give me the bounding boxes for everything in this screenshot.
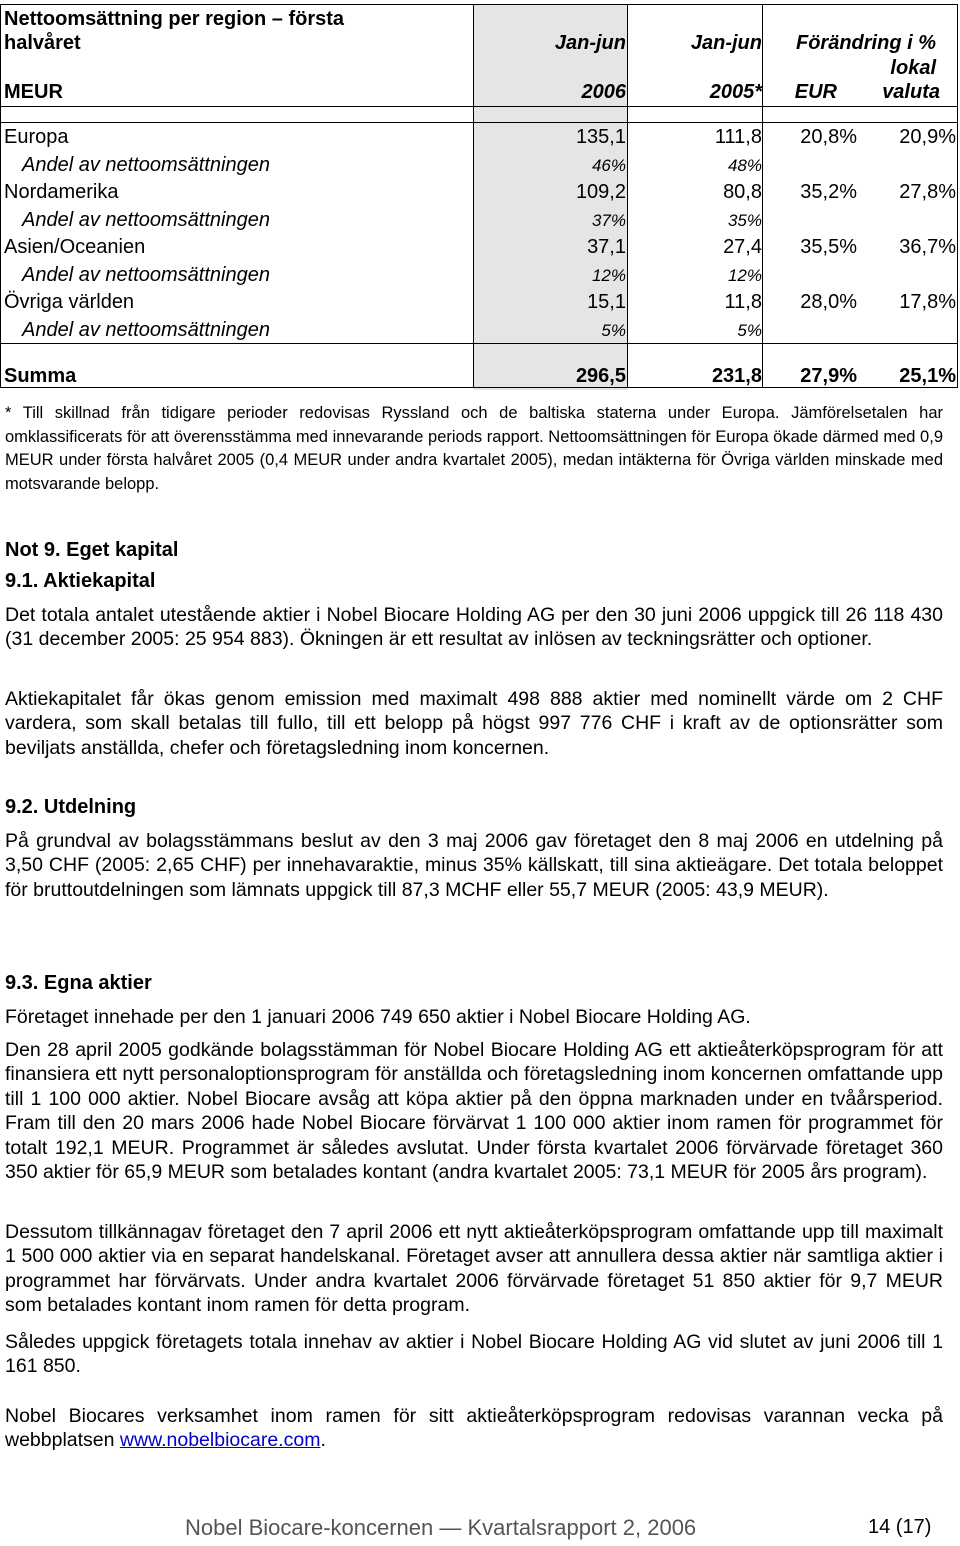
row-label: Andel av nettoomsättningen xyxy=(22,209,270,231)
table-rule xyxy=(0,122,958,123)
value-2006: 12% xyxy=(591,266,626,285)
value-2006: 46% xyxy=(591,156,626,175)
value-2005: 12% xyxy=(727,266,762,285)
change-eur: 20,8% xyxy=(800,126,857,148)
row-label: Nordamerika xyxy=(4,181,119,203)
paragraph xyxy=(5,1404,943,1453)
total-2006: 296,5 xyxy=(575,365,626,387)
col-2005-bottom: 2005* xyxy=(709,81,762,103)
paragraph: Den 28 april 2005 godkände bolagsstämman för Nobel Biocare Holding AG ett aktieåterköpsprogram för att finansiera ett nytt personaloptionsprogram för anställda och företagsledning inom koncernen omfattande upp till 1 100 000 aktier. Nobel Biocare avsåg att köpa aktier på den öppna marknaden under en tvåårsperiod. Fram till den 20 mars 2006 hade Nobel Biocare förvärvat 1 100 000 aktier inom ramen för programmet för totalt 192,1 MEUR. Programmet är således avslutat. Under första kvartalet 2006 förvärvade företaget 360 350 aktier för 65,9 MEUR som betalades kontant (andra kvartalet 2005: 73,1 MEUR för 2005 års program). xyxy=(5,1039,943,1184)
value-2006: 37,1 xyxy=(587,236,626,258)
change-eur: 35,2% xyxy=(800,181,857,203)
value-2006: 109,2 xyxy=(575,181,626,203)
local-header-top: lokal xyxy=(890,57,936,79)
total-change-local: 25,1% xyxy=(899,365,956,387)
table-title-line2: halvåret xyxy=(4,32,81,54)
website-link[interactable]: www.nobelbiocare.com xyxy=(119,1429,321,1452)
value-2005: 11,8 xyxy=(724,291,762,313)
change-header: Förändring i % xyxy=(796,32,936,54)
value-2005: 80,8 xyxy=(723,181,762,203)
paragraph: Dessutom tillkännagav företaget den 7 april 2006 ett nytt aktieåterköpsprogram omfattande upp till maximalt 1 500 000 aktier via en separat handelskanal. Företaget avser att annullera dessa aktier när samtliga aktier i programmet har förvärvats. Under andra kvartalet 2006 förvärvade företaget 51 850 aktier för 9,7 MEUR som betalades kontant inom ramen för detta program. xyxy=(5,1221,943,1317)
paragraph: Det totala antalet utestående aktier i Nobel Biocare Holding AG per den 30 juni 2006 uppgick till 26 118 430 (31 december 2005: 25 954 883). Ökningen är ett resultat av inlösen av teckningsrätter och optioner. xyxy=(5,604,943,651)
col-2005-top: Jan-jun xyxy=(690,32,762,54)
row-label: Asien/Oceanien xyxy=(4,236,146,258)
change-local: 36,7% xyxy=(899,236,956,258)
change-eur: 28,0% xyxy=(800,291,857,313)
paragraph: Aktiekapitalet får ökas genom emission med maximalt 498 888 aktier med nominellt värde om 2 CHF vardera, som skall betalas till fullo, till ett belopp på högst 997 776 CHF i kraft av de optionsrätter som beviljats anställda, chefer och företagsledning inom koncernen. xyxy=(5,688,943,759)
value-2005: 27,4 xyxy=(723,236,762,258)
table-border-top xyxy=(0,4,958,5)
value-2006: 135,1 xyxy=(575,126,626,148)
value-2006: 37% xyxy=(591,211,626,230)
total-2005: 231,8 xyxy=(711,365,762,387)
row-label: Europa xyxy=(4,126,69,148)
table-title-line1: Nettoomsättning per region – första xyxy=(4,8,345,30)
table-rule xyxy=(0,106,958,107)
table-rule xyxy=(762,4,763,388)
change-local: 20,9% xyxy=(899,126,956,148)
value-2005: 35% xyxy=(727,211,762,230)
table-border-left xyxy=(0,4,1,388)
table-unit: MEUR xyxy=(4,81,63,103)
table-rule xyxy=(473,4,474,388)
section-heading-9-1: 9.1. Aktiekapital xyxy=(5,570,156,592)
eur-header: EUR xyxy=(794,81,837,103)
paragraph-end: . xyxy=(320,1429,326,1452)
value-2005: 111,8 xyxy=(714,126,762,148)
page-number: 14 (17) xyxy=(868,1516,932,1538)
paragraph: Företaget innehade per den 1 januari 2006 749 650 aktier i Nobel Biocare Holding AG. xyxy=(5,1006,751,1028)
row-label: Andel av nettoomsättningen xyxy=(22,154,270,176)
section-heading-9-2: 9.2. Utdelning xyxy=(5,796,137,818)
table-rule xyxy=(0,343,958,344)
local-header-bottom: valuta xyxy=(882,81,940,103)
col-2006-bottom: 2006 xyxy=(581,81,626,103)
value-2005: 5% xyxy=(737,321,762,340)
row-label: Andel av nettoomsättningen xyxy=(22,264,270,286)
paragraph-text: Nobel Biocares verksamhet inom ramen för sitt aktieåterköpsprogram redovisas varannan vecka på webbplatsen xyxy=(5,1405,943,1452)
table-rule xyxy=(627,4,628,388)
row-label: Andel av nettoomsättningen xyxy=(22,319,270,341)
total-change-eur: 27,9% xyxy=(800,365,857,387)
change-eur: 35,5% xyxy=(800,236,857,258)
paragraph: Således uppgick företagets totala innehav av aktier i Nobel Biocare Holding AG vid slutet av juni 2006 till 1 161 850. xyxy=(5,1331,943,1378)
total-label: Summa xyxy=(4,365,77,387)
footer-title: Nobel Biocare-koncernen — Kvartalsrapport 2, 2006 xyxy=(185,1515,697,1540)
change-local: 27,8% xyxy=(899,181,956,203)
table-border-right xyxy=(957,4,958,388)
row-label: Övriga världen xyxy=(4,291,135,313)
value-2006: 15,1 xyxy=(587,291,626,313)
note-heading: Not 9. Eget kapital xyxy=(5,539,179,561)
paragraph: På grundval av bolagsstämmans beslut av den 3 maj 2006 gav företaget den 8 maj 2006 en utdelning på 3,50 CHF (2005: 2,65 CHF) per innehavaraktie, minus 35% källskatt, till sina aktieägare. Det totala beloppet för bruttoutdelningen som lämnats uppgick till 87,3 MCHF eller 55,7 MEUR (2005: 43,9 MEUR). xyxy=(5,830,943,901)
change-local: 17,8% xyxy=(899,291,956,313)
section-heading-9-3: 9.3. Egna aktier xyxy=(5,972,152,994)
value-2005: 48% xyxy=(727,156,762,175)
col-2006-top: Jan-jun xyxy=(554,32,626,54)
table-footnote: * Till skillnad från tidigare perioder redovisas Ryssland och de baltiska staterna under Europa. Jämförelsetalen har omklassificerats för att överensstämma med innevarande periods rapport. Nettoomsättningen för Europa ökade därmed med 0,9 MEUR under första halvåret 2005 (0,4 MEUR under andra kvartalet 2005), medan intäkterna för Övriga världen minskade med motsvarande belopp. xyxy=(5,404,943,493)
value-2006: 5% xyxy=(601,321,626,340)
